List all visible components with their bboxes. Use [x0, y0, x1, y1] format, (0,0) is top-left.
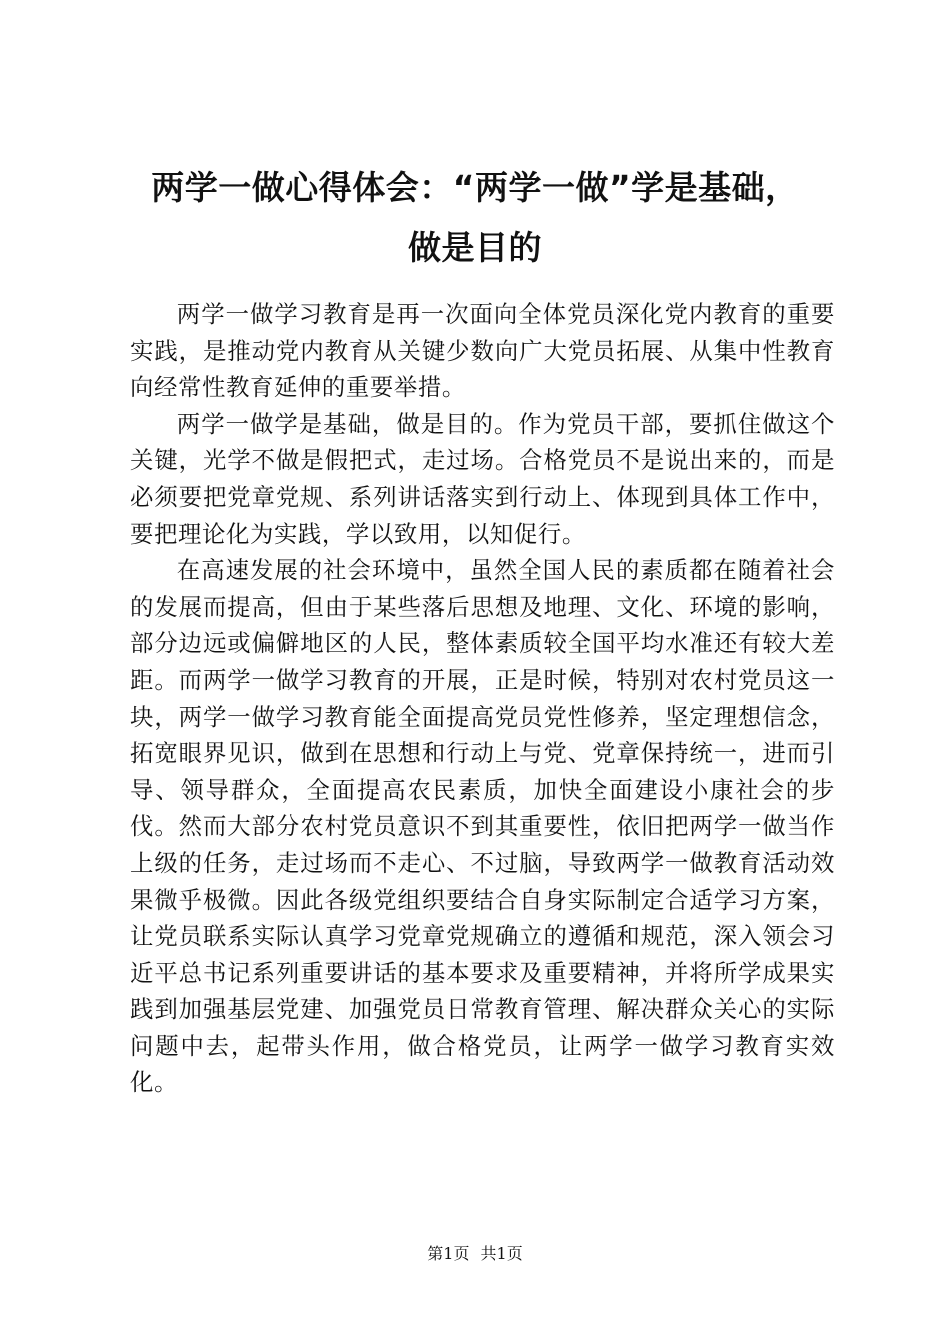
title-line-2: 做是目的 [408, 228, 542, 267]
paragraph: 两学一做学是基础，做是目的。作为党员干部，要抓住做这个关键，光学不做是假把式，走过场。合格党员不是说出来的，而是必须要把党章党规、系列讲话落实到行动上、体现到具体工作中，要把理论化为实践，学以致用，以知促行。 [130, 409, 835, 548]
page-footer [0, 1243, 950, 1265]
page-title [100, 158, 850, 278]
total-pages: 共1页 [480, 1244, 523, 1263]
page-number: 第1页 [427, 1244, 470, 1263]
paragraph: 在高速发展的社会环境中，虽然全国人民的素质都在随着社会的发展而提高，但由于某些落后思想及地理、文化、环境的影响，部分边远或偏僻地区的人民，整体素质较全国平均水准还有较大差距。而两学一做学习教育的开展，正是时候，特别对农村党员这一块，两学一做学习教育能全面提高党员党性修养，坚定理想信念，拓宽眼界见识，做到在思想和行动上与党、党章保持统一，进而引导、领导群众，全面提高农民素质，加快全面建设小康社会的步伐。然而大部分农村党员意识不到其重要性，依旧把两学一做当作上级的任务，走过场而不走心、不过脑，导致两学一做教育活动效果微乎极微。因此各级党组织要结合自身实际制定合适学习方案，让党员联系实际认真学习党章党规确立的遵循和规范，深入领会习近平总书记系列重要讲话的基本要求及重要精神，并将所学成果实践到加强基层党建、加强党员日常教育管理、解决群众关心的实际问题中去，起带头作用，做合格党员，让两学一做学习教育实效化。 [130, 556, 835, 1097]
title-line-1: 两学一做心得体会：“两学一做”学是基础， [151, 168, 799, 207]
paragraph: 两学一做学习教育是再一次面向全体党员深化党内教育的重要实践，是推动党内教育从关键少数向广大党员拓展、从集中性教育向经常性教育延伸的重要举措。 [130, 300, 835, 402]
body-text [130, 296, 835, 1101]
